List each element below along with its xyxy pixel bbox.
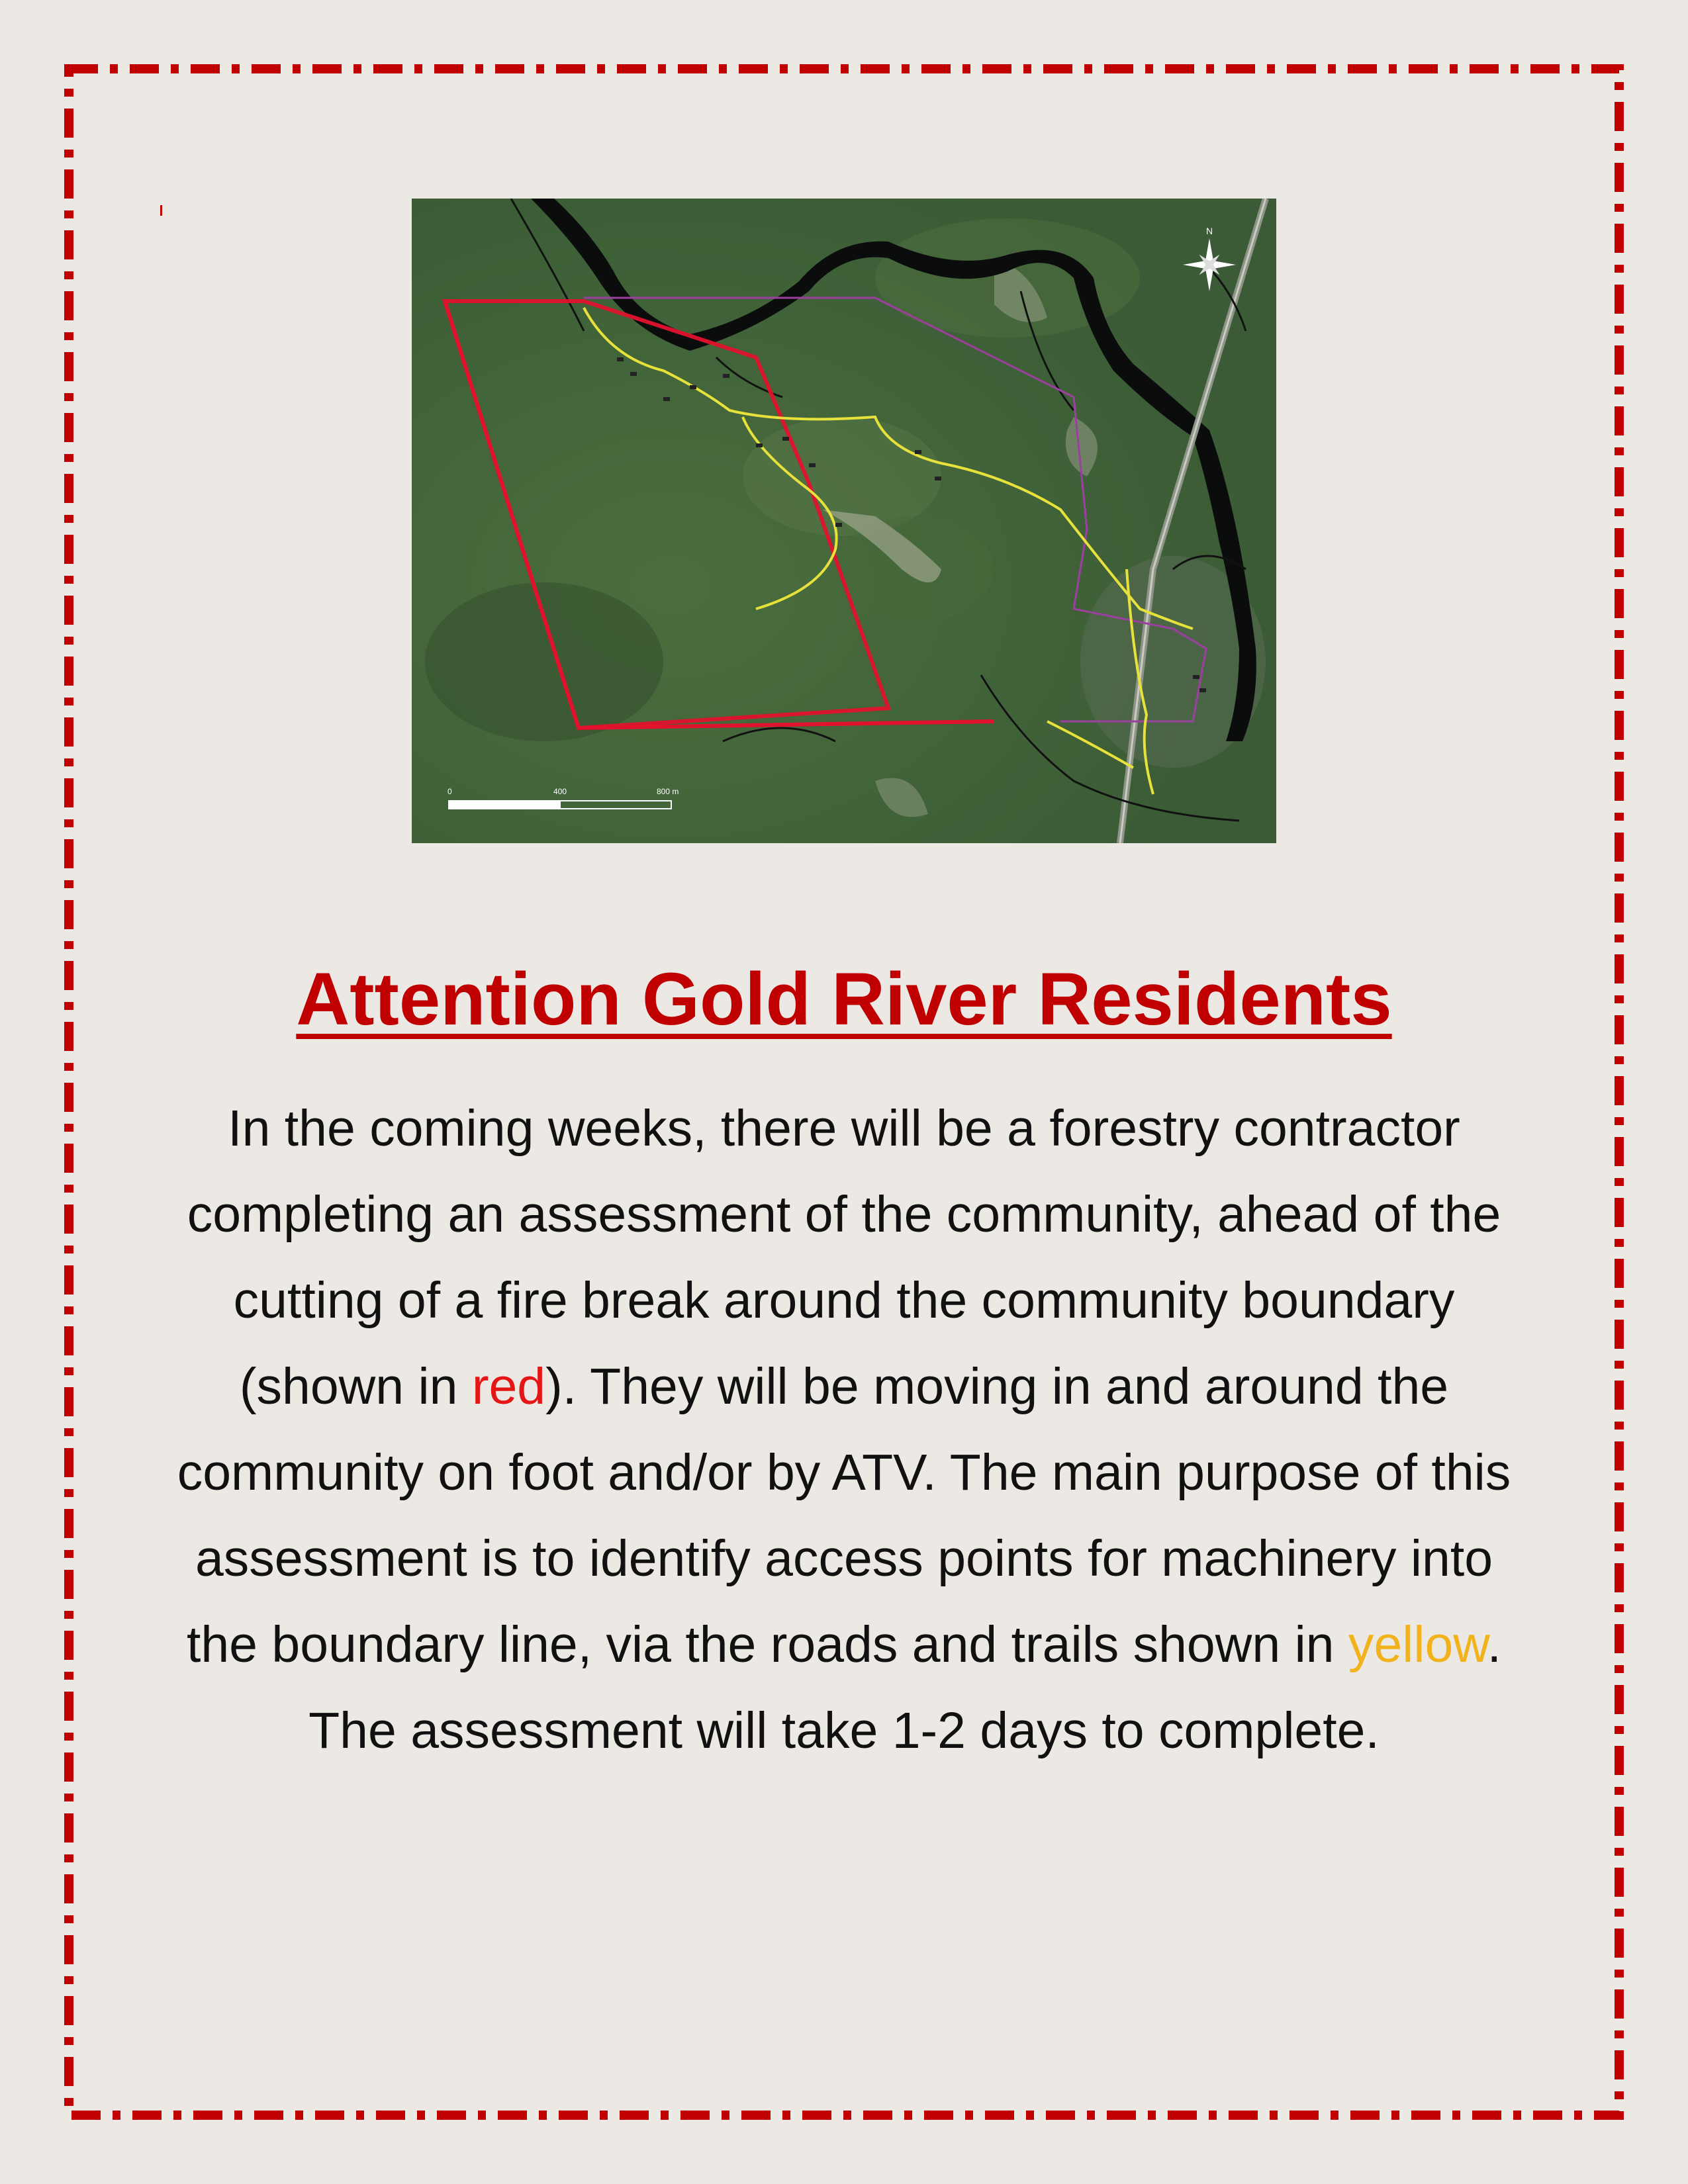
notice-text-3: . The assessment will take 1-2 days to complete. [308, 1616, 1502, 1759]
yellow-highlight-word: yellow [1348, 1616, 1487, 1673]
notice-text-2: ). They will be moving in and around the community on foot and/or by ATV. The main purpose of this assessment is to identify access points for machinery into the boundary line, via the roads and trails shown in [177, 1358, 1511, 1673]
page-title: Attention Gold River Residents [296, 958, 1392, 1040]
scale-label-0: 0 [447, 787, 452, 796]
north-label: N [1205, 226, 1213, 236]
red-highlight-word: red [471, 1358, 546, 1415]
notice-text-1: In the coming weeks, there will be a forestry contractor completing an assessment of the community, ahead of the cutting of a fire break around the community boundary (shown in [187, 1100, 1501, 1415]
community-boundary-map [412, 199, 1276, 843]
small-red-mark [160, 205, 162, 216]
scale-label-400: 400 [553, 787, 567, 796]
notice-paragraph [165, 1085, 1523, 1774]
scale-label-800: 800 m [657, 787, 679, 796]
